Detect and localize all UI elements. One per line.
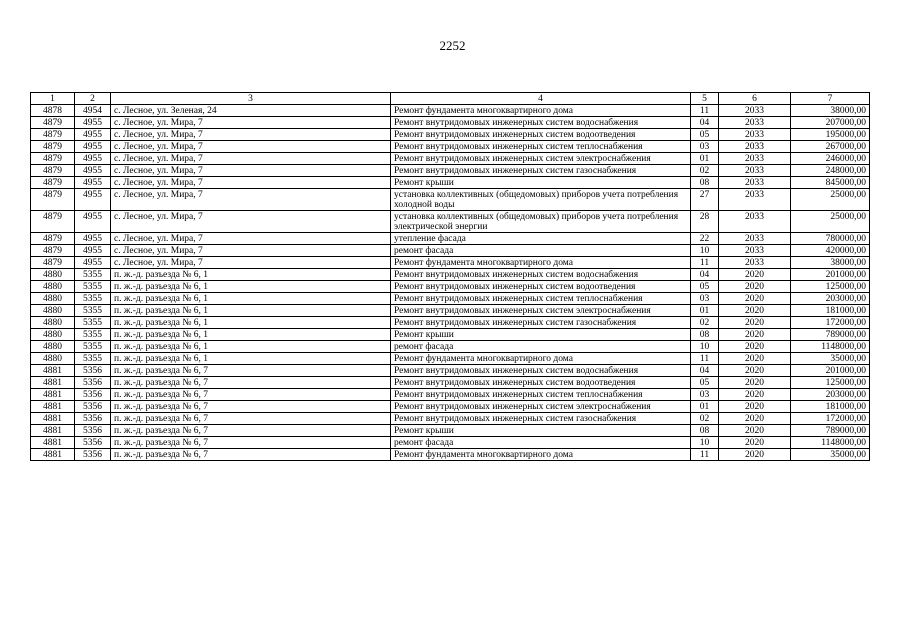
year-cell: 2020 [719,305,791,317]
house-id-cell: 4955 [75,129,111,141]
work-type-cell: Ремонт внутридомовых инженерных систем газоснабжения [391,317,691,329]
cost-cell: 38000,00 [791,257,870,269]
year-cell: 2033 [719,141,791,153]
work-type-cell: Ремонт крыши [391,177,691,189]
house-id-cell: 4955 [75,211,111,233]
work-code-cell: 11 [691,353,719,365]
house-id-cell: 4955 [75,245,111,257]
table-row [31,189,870,211]
year-cell: 2020 [719,425,791,437]
house-id-cell: 4955 [75,117,111,129]
row-number-cell: 4879 [31,141,75,153]
address-cell: п. ж.-д. разъезда № 6, 7 [111,377,391,389]
work-code-cell: 28 [691,211,719,233]
table-row [31,437,870,449]
house-id-cell: 5356 [75,365,111,377]
year-cell: 2020 [719,317,791,329]
work-type-cell: Ремонт внутридомовых инженерных систем теплоснабжения [391,389,691,401]
work-code-cell: 02 [691,165,719,177]
cost-cell: 181000,00 [791,305,870,317]
house-id-cell: 4954 [75,105,111,117]
work-code-cell: 10 [691,341,719,353]
cost-cell: 38000,00 [791,105,870,117]
table-body [31,105,870,461]
table-row [31,141,870,153]
work-type-cell: Ремонт внутридомовых инженерных систем водоотведения [391,377,691,389]
row-number-cell: 4879 [31,189,75,211]
work-type-cell: Ремонт внутридомовых инженерных систем газоснабжения [391,165,691,177]
cost-cell: 845000,00 [791,177,870,189]
address-cell: п. ж.-д. разъезда № 6, 1 [111,353,391,365]
row-number-cell: 4880 [31,341,75,353]
cost-cell: 181000,00 [791,401,870,413]
address-cell: с. Лесное, ул. Мира, 7 [111,189,391,211]
work-code-cell: 05 [691,129,719,141]
year-cell: 2033 [719,129,791,141]
row-number-cell: 4880 [31,305,75,317]
house-id-cell: 5355 [75,329,111,341]
year-cell: 2020 [719,449,791,461]
row-number-cell: 4881 [31,437,75,449]
house-id-cell: 5356 [75,449,111,461]
address-cell: с. Лесное, ул. Мира, 7 [111,257,391,269]
row-number-cell: 4879 [31,177,75,189]
row-number-cell: 4881 [31,365,75,377]
work-code-cell: 11 [691,257,719,269]
work-type-cell: Ремонт крыши [391,425,691,437]
row-number-cell: 4881 [31,377,75,389]
row-number-cell: 4878 [31,105,75,117]
house-id-cell: 5356 [75,413,111,425]
house-id-cell: 5356 [75,425,111,437]
header-cell: 1 [31,93,75,105]
year-cell: 2033 [719,177,791,189]
header-row [31,93,870,105]
work-type-cell: Ремонт внутридомовых инженерных систем теплоснабжения [391,293,691,305]
work-type-cell: Ремонт фундамента многоквартирного дома [391,257,691,269]
work-type-cell: ремонт фасада [391,245,691,257]
work-code-cell: 11 [691,449,719,461]
house-id-cell: 5356 [75,437,111,449]
address-cell: п. ж.-д. разъезда № 6, 7 [111,413,391,425]
year-cell: 2033 [719,105,791,117]
cost-cell: 172000,00 [791,413,870,425]
row-number-cell: 4880 [31,353,75,365]
row-number-cell: 4880 [31,269,75,281]
table-row [31,129,870,141]
year-cell: 2020 [719,389,791,401]
address-cell: с. Лесное, ул. Мира, 7 [111,129,391,141]
header-cell: 7 [791,93,870,105]
address-cell: с. Лесное, ул. Мира, 7 [111,165,391,177]
work-code-cell: 08 [691,329,719,341]
address-cell: п. ж.-д. разъезда № 6, 1 [111,305,391,317]
cost-cell: 201000,00 [791,365,870,377]
work-type-cell: Ремонт крыши [391,329,691,341]
address-cell: п. ж.-д. разъезда № 6, 1 [111,329,391,341]
cost-cell: 201000,00 [791,269,870,281]
header-cell: 2 [75,93,111,105]
work-type-cell: Ремонт внутридомовых инженерных систем электроснабжения [391,153,691,165]
cost-cell: 125000,00 [791,377,870,389]
work-type-cell: Ремонт внутридомовых инженерных систем водоснабжения [391,365,691,377]
address-cell: п. ж.-д. разъезда № 6, 7 [111,389,391,401]
house-id-cell: 4955 [75,153,111,165]
address-cell: п. ж.-д. разъезда № 6, 1 [111,341,391,353]
year-cell: 2033 [719,257,791,269]
row-number-cell: 4880 [31,293,75,305]
house-id-cell: 5355 [75,353,111,365]
table-row [31,293,870,305]
year-cell: 2020 [719,329,791,341]
house-id-cell: 5356 [75,389,111,401]
cost-cell: 789000,00 [791,425,870,437]
work-code-cell: 04 [691,117,719,129]
work-code-cell: 01 [691,305,719,317]
cost-cell: 248000,00 [791,165,870,177]
table-row [31,341,870,353]
header-cell: 3 [111,93,391,105]
row-number-cell: 4881 [31,389,75,401]
address-cell: с. Лесное, ул. Мира, 7 [111,211,391,233]
year-cell: 2033 [719,165,791,177]
work-code-cell: 10 [691,245,719,257]
address-cell: с. Лесное, ул. Зеленая, 24 [111,105,391,117]
work-code-cell: 04 [691,269,719,281]
address-cell: п. ж.-д. разъезда № 6, 7 [111,401,391,413]
work-code-cell: 22 [691,233,719,245]
cost-cell: 125000,00 [791,281,870,293]
address-cell: п. ж.-д. разъезда № 6, 7 [111,425,391,437]
table-row [31,269,870,281]
table-row [31,257,870,269]
table-row [31,389,870,401]
cost-cell: 203000,00 [791,293,870,305]
table-row [31,105,870,117]
cost-cell: 1148000,00 [791,437,870,449]
cost-cell: 789000,00 [791,329,870,341]
house-id-cell: 5355 [75,281,111,293]
work-code-cell: 02 [691,413,719,425]
year-cell: 2020 [719,437,791,449]
work-code-cell: 01 [691,401,719,413]
house-id-cell: 5355 [75,317,111,329]
cost-cell: 35000,00 [791,449,870,461]
table-row [31,245,870,257]
house-id-cell: 5356 [75,401,111,413]
year-cell: 2020 [719,377,791,389]
work-code-cell: 10 [691,437,719,449]
work-type-cell: утепление фасада [391,233,691,245]
page-number: 2252 [439,38,466,53]
work-code-cell: 02 [691,317,719,329]
table-row [31,305,870,317]
address-cell: с. Лесное, ул. Мира, 7 [111,117,391,129]
table-row [31,233,870,245]
row-number-cell: 4879 [31,245,75,257]
year-cell: 2033 [719,189,791,211]
row-number-cell: 4880 [31,317,75,329]
cost-cell: 203000,00 [791,389,870,401]
house-id-cell: 5355 [75,305,111,317]
row-number-cell: 4880 [31,281,75,293]
address-cell: п. ж.-д. разъезда № 6, 1 [111,281,391,293]
work-code-cell: 11 [691,105,719,117]
year-cell: 2020 [719,281,791,293]
row-number-cell: 4879 [31,153,75,165]
work-type-cell: установка коллективных (общедомовых) приборов учета потребления холодной воды [391,189,691,211]
table-row [31,177,870,189]
work-code-cell: 03 [691,141,719,153]
table-row [31,281,870,293]
year-cell: 2033 [719,233,791,245]
work-type-cell: Ремонт внутридомовых инженерных систем водоснабжения [391,117,691,129]
year-cell: 2020 [719,269,791,281]
cost-cell: 25000,00 [791,189,870,211]
work-code-cell: 08 [691,177,719,189]
table-row [31,449,870,461]
header-cell: 6 [719,93,791,105]
work-type-cell: Ремонт внутридомовых инженерных систем электроснабжения [391,305,691,317]
table-row [31,353,870,365]
row-number-cell: 4879 [31,233,75,245]
address-cell: п. ж.-д. разъезда № 6, 1 [111,293,391,305]
work-code-cell: 01 [691,153,719,165]
address-cell: с. Лесное, ул. Мира, 7 [111,233,391,245]
year-cell: 2020 [719,353,791,365]
work-type-cell: ремонт фасада [391,341,691,353]
work-type-cell: Ремонт фундамента многоквартирного дома [391,105,691,117]
address-cell: п. ж.-д. разъезда № 6, 7 [111,365,391,377]
work-type-cell: Ремонт внутридомовых инженерных систем теплоснабжения [391,141,691,153]
work-type-cell: установка коллективных (общедомовых) приборов учета потребления электрической энергии [391,211,691,233]
cost-cell: 267000,00 [791,141,870,153]
work-type-cell: Ремонт внутридомовых инженерных систем водоотведения [391,281,691,293]
cost-cell: 1148000,00 [791,341,870,353]
work-type-cell: ремонт фасада [391,437,691,449]
cost-cell: 35000,00 [791,353,870,365]
year-cell: 2033 [719,245,791,257]
work-code-cell: 27 [691,189,719,211]
table-row [31,165,870,177]
year-cell: 2020 [719,341,791,353]
table-row [31,153,870,165]
work-code-cell: 03 [691,389,719,401]
cost-cell: 780000,00 [791,233,870,245]
year-cell: 2020 [719,401,791,413]
work-code-cell: 08 [691,425,719,437]
year-cell: 2020 [719,365,791,377]
house-id-cell: 4955 [75,177,111,189]
address-cell: п. ж.-д. разъезда № 6, 7 [111,437,391,449]
house-id-cell: 4955 [75,141,111,153]
house-id-cell: 5355 [75,269,111,281]
table-row [31,211,870,233]
work-type-cell: Ремонт внутридомовых инженерных систем водоотведения [391,129,691,141]
address-cell: с. Лесное, ул. Мира, 7 [111,141,391,153]
address-cell: с. Лесное, ул. Мира, 7 [111,245,391,257]
year-cell: 2033 [719,153,791,165]
cost-cell: 195000,00 [791,129,870,141]
house-id-cell: 5355 [75,341,111,353]
cost-cell: 25000,00 [791,211,870,233]
row-number-cell: 4881 [31,425,75,437]
work-code-cell: 05 [691,377,719,389]
table-row [31,401,870,413]
row-number-cell: 4879 [31,257,75,269]
table-row [31,365,870,377]
table-row [31,425,870,437]
cost-cell: 172000,00 [791,317,870,329]
house-id-cell: 5355 [75,293,111,305]
row-number-cell: 4879 [31,165,75,177]
work-type-cell: Ремонт фундамента многоквартирного дома [391,449,691,461]
year-cell: 2033 [719,117,791,129]
row-number-cell: 4881 [31,413,75,425]
repair-register-table [30,92,870,461]
address-cell: с. Лесное, ул. Мира, 7 [111,177,391,189]
cost-cell: 420000,00 [791,245,870,257]
work-type-cell: Ремонт внутридомовых инженерных систем газоснабжения [391,413,691,425]
address-cell: п. ж.-д. разъезда № 6, 1 [111,317,391,329]
row-number-cell: 4879 [31,211,75,233]
work-code-cell: 03 [691,293,719,305]
year-cell: 2020 [719,293,791,305]
address-cell: п. ж.-д. разъезда № 6, 7 [111,449,391,461]
year-cell: 2033 [719,211,791,233]
house-id-cell: 4955 [75,233,111,245]
table-row [31,317,870,329]
house-id-cell: 4955 [75,189,111,211]
table-row [31,117,870,129]
work-code-cell: 05 [691,281,719,293]
work-type-cell: Ремонт внутридомовых инженерных систем водоснабжения [391,269,691,281]
house-id-cell: 4955 [75,165,111,177]
row-number-cell: 4879 [31,117,75,129]
house-id-cell: 4955 [75,257,111,269]
row-number-cell: 4880 [31,329,75,341]
work-type-cell: Ремонт фундамента многоквартирного дома [391,353,691,365]
row-number-cell: 4881 [31,449,75,461]
table-row [31,413,870,425]
house-id-cell: 5356 [75,377,111,389]
address-cell: с. Лесное, ул. Мира, 7 [111,153,391,165]
row-number-cell: 4879 [31,129,75,141]
table-row [31,377,870,389]
header-cell: 4 [391,93,691,105]
cost-cell: 246000,00 [791,153,870,165]
header-cell: 5 [691,93,719,105]
row-number-cell: 4881 [31,401,75,413]
work-type-cell: Ремонт внутридомовых инженерных систем электроснабжения [391,401,691,413]
table-row [31,329,870,341]
cost-cell: 207000,00 [791,117,870,129]
work-code-cell: 04 [691,365,719,377]
year-cell: 2020 [719,413,791,425]
address-cell: п. ж.-д. разъезда № 6, 1 [111,269,391,281]
